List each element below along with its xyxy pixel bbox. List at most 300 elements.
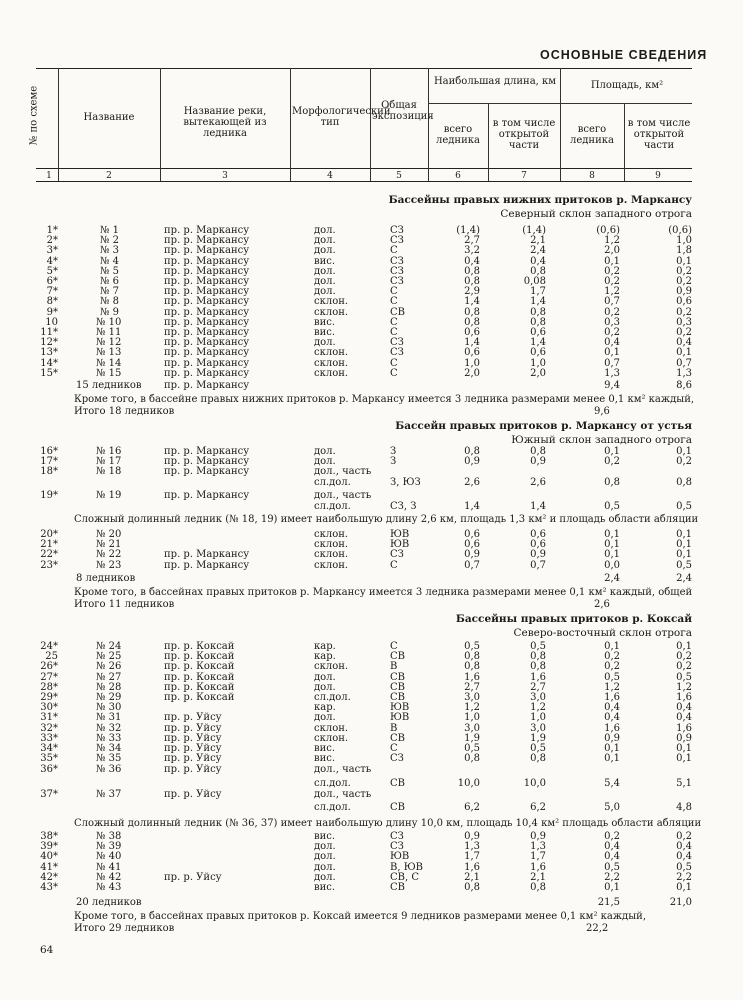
scheme-number: 21* [40, 539, 58, 551]
morph-type: сл.дол. [314, 692, 351, 703]
glacier-name: № 24 [96, 641, 122, 652]
total-area: 2,4 [604, 573, 620, 584]
river-name: пр. р. Маркансу [164, 337, 250, 349]
table-row [36, 466, 696, 477]
area-open: 0,4 [676, 712, 692, 724]
morph-type: вис. [314, 743, 336, 754]
morph-type: склон. [314, 367, 349, 379]
river-name: пр. р. Маркансу [164, 559, 250, 571]
river-name: пр. р. Маркансу [164, 367, 250, 379]
river-name: пр. р. Маркансу [164, 296, 250, 308]
area-open: 0,3 [676, 316, 692, 328]
morph-type: вис. [314, 831, 336, 842]
length-total: 1,0 [464, 712, 480, 724]
river-name: пр. р. Маркансу [164, 466, 250, 478]
glacier-name: № 26 [96, 661, 122, 673]
exposition: СВ [390, 306, 405, 318]
river-name: пр. р. Маркансу [164, 549, 250, 561]
length-open: 0,5 [530, 641, 546, 652]
page-title: ОСНОВНЫЕ СВЕДЕНИЯ [540, 48, 708, 62]
length-open: 2,1 [530, 871, 546, 883]
exposition: ЮВ [390, 712, 410, 724]
area-total: 1,2 [604, 681, 620, 693]
total-river: пр. р. Маркансу [164, 380, 250, 391]
scheme-number: 5* [46, 265, 58, 277]
length-total: 2,0 [464, 367, 480, 379]
area-total: 0,8 [604, 477, 620, 489]
table-row [36, 560, 696, 571]
table-row [36, 501, 696, 512]
colnum-2: 2 [106, 171, 112, 181]
area-total: 0,2 [604, 327, 620, 338]
glacier-name: № 13 [96, 347, 122, 359]
colnum-8: 8 [589, 171, 595, 181]
header-col7: в том числе открытой части [492, 118, 556, 151]
glacier-name: № 38 [96, 831, 122, 842]
section-itogo: Итого 29 ледников [74, 923, 175, 934]
area-open: 4,8 [676, 802, 692, 814]
scheme-number: 35* [40, 753, 58, 765]
area-open: 0,1 [676, 446, 692, 457]
area-total: 0,1 [604, 255, 620, 267]
glacier-name: № 30 [96, 702, 122, 714]
river-name: пр. р. Уйсу [164, 743, 222, 754]
morph-type: склон. [314, 539, 349, 551]
area-open: 0,2 [676, 456, 692, 468]
exposition: С [390, 296, 398, 308]
section-total-row [36, 897, 696, 908]
river-name: пр. р. Маркансу [164, 456, 250, 468]
length-open: 0,8 [530, 753, 546, 765]
area-open: 0,4 [676, 337, 692, 349]
area-total: 1,2 [604, 286, 620, 298]
length-total: 0,8 [464, 316, 480, 328]
glacier-name: № 11 [96, 327, 122, 338]
glacier-name: № 21 [96, 539, 122, 551]
morph-type: вис. [314, 255, 336, 267]
morph-type: дол. [314, 235, 336, 247]
scheme-number: 37* [40, 789, 58, 801]
length-total: 0,8 [464, 661, 480, 673]
area-total: 0,1 [604, 446, 620, 457]
exposition: ЮВ [390, 851, 410, 863]
area-total: 5,0 [604, 802, 620, 814]
length-open: 1,7 [530, 286, 546, 298]
length-open: 1,2 [530, 702, 546, 714]
area-open: 0,4 [676, 702, 692, 714]
area-total: 0,5 [604, 861, 620, 873]
exposition: З, ЮЗ [390, 477, 421, 489]
section-total-row [36, 573, 696, 584]
total-area: 21,5 [597, 897, 620, 908]
length-open: 1,4 [530, 296, 546, 308]
glacier-name: № 6 [100, 276, 120, 287]
header-col4: Морфологический тип [292, 106, 391, 128]
length-open: 1,0 [530, 357, 546, 369]
exposition: С [390, 559, 398, 571]
area-open: 2,2 [676, 871, 692, 883]
river-name: пр. р. Уйсу [164, 712, 222, 724]
morph-type: склон. [314, 296, 349, 308]
river-name: пр. р. Уйсу [164, 871, 222, 883]
length-open: 1,6 [530, 861, 546, 873]
area-open: 0,1 [676, 882, 692, 893]
exposition: В [390, 722, 398, 734]
exposition: СЗ [390, 276, 404, 287]
river-name: пр. р. Маркансу [164, 245, 250, 257]
area-open: 0,2 [676, 831, 692, 842]
area-total: 2,0 [604, 245, 620, 257]
table-row [36, 778, 696, 789]
area-open: 0,4 [676, 841, 692, 853]
morph-type: дол. [314, 712, 336, 724]
morph-type: вис. [314, 753, 336, 765]
exposition: З [390, 446, 397, 457]
length-total: 0,4 [464, 255, 480, 267]
area-total: 0,2 [604, 276, 620, 287]
glacier-name: № 39 [96, 841, 122, 853]
exposition: СЗ [390, 337, 404, 349]
glacier-name: № 4 [100, 255, 120, 267]
river-name: пр. р. Маркансу [164, 265, 250, 277]
exposition: СЗ [390, 549, 404, 561]
length-total: 1,4 [464, 337, 480, 349]
section-itogo-area: 9,6 [594, 406, 610, 417]
river-name: пр. р. Маркансу [164, 306, 250, 318]
scheme-number: 43* [40, 882, 58, 893]
glacier-name: № 29 [96, 692, 122, 703]
exposition: СВ [390, 651, 405, 663]
length-open: 0,9 [530, 831, 546, 842]
exposition: СЗ [390, 841, 404, 853]
morph-type: склон. [314, 732, 349, 744]
area-total: 0,2 [604, 651, 620, 663]
length-total: 0,8 [464, 651, 480, 663]
river-name: пр. р. Маркансу [164, 490, 250, 502]
exposition: С [390, 743, 398, 754]
area-open: 0,9 [676, 732, 692, 744]
scheme-number: 27* [40, 671, 58, 683]
table-row [36, 368, 696, 379]
area-total: 0,1 [604, 539, 620, 551]
section-total-row [36, 380, 696, 391]
length-open: 2,1 [530, 235, 546, 247]
total-label: 20 ледников [76, 897, 142, 908]
length-open: 1,0 [530, 712, 546, 724]
morph-type: вис. [314, 316, 336, 328]
length-open: 0,6 [530, 327, 546, 338]
river-name: пр. р. Маркансу [164, 235, 250, 247]
length-total: 0,6 [464, 539, 480, 551]
area-total: 0,4 [604, 841, 620, 853]
length-open: 0,6 [530, 539, 546, 551]
scheme-number: 10 [45, 316, 58, 328]
length-total: 1,2 [464, 702, 480, 714]
section-subtitle: Северо-восточный склон отрога [513, 627, 692, 639]
table-row [36, 477, 696, 488]
section-itogo: Итого 18 ледников [74, 406, 175, 417]
area-open: 0,4 [676, 851, 692, 863]
scheme-number: 11* [40, 327, 58, 338]
morph-type: дол. [314, 265, 336, 277]
morph-type: склон. [314, 559, 349, 571]
river-name: пр. р. Коксай [164, 651, 235, 663]
area-total: 0,2 [604, 456, 620, 468]
scheme-number: 23* [40, 559, 58, 571]
exposition: С [390, 641, 398, 652]
header-col5: Общая экспозиция [372, 100, 434, 122]
length-total: 2,1 [464, 871, 480, 883]
colnum-7: 7 [521, 171, 527, 181]
scheme-number: 32* [40, 722, 58, 734]
morph-type: дол. [314, 456, 336, 468]
scheme-number: 16* [40, 446, 58, 457]
length-open: 0,6 [530, 347, 546, 359]
scheme-number: 1* [46, 225, 58, 236]
length-total: 1,6 [464, 671, 480, 683]
river-name: пр. р. Коксай [164, 671, 235, 683]
table-row [36, 753, 696, 764]
colnum-1: 1 [46, 171, 52, 181]
scheme-number: 18* [40, 466, 58, 478]
length-total: 1,3 [464, 841, 480, 853]
section-note: Кроме того, в бассейне правых нижних притоков р. Маркансу имеется 3 ледника размерами менее 0,1 км² каждый, [74, 394, 695, 405]
glacier-name: № 43 [96, 882, 122, 893]
length-open: 0,7 [530, 559, 546, 571]
header-group-area: Площадь, км² [590, 80, 664, 91]
river-name: пр. р. Маркансу [164, 225, 250, 236]
river-name: пр. р. Маркансу [164, 255, 250, 267]
morph-type: склон. [314, 722, 349, 734]
scheme-number: 19* [40, 490, 58, 502]
river-name: пр. р. Уйсу [164, 753, 222, 765]
morph-type: дол. [314, 841, 336, 853]
area-open: 0,2 [676, 306, 692, 318]
glacier-name: № 19 [96, 490, 122, 502]
morph-type: дол., часть [314, 764, 372, 776]
exposition: СЗ, З [390, 501, 417, 513]
glacier-name: № 36 [96, 764, 122, 776]
scheme-number: 3* [46, 245, 58, 257]
length-open: 0,08 [523, 276, 546, 287]
section-note: Кроме того, в бассейнах правых притоков р. Маркансу имеется 3 ледника размерами менее 0,1 км² каждый, общей [74, 587, 693, 598]
length-total: 1,4 [464, 296, 480, 308]
glacier-name: № 37 [96, 789, 122, 801]
exposition: ЮВ [390, 529, 410, 540]
length-open: 3,0 [530, 722, 546, 734]
length-open: 6,2 [530, 802, 546, 814]
river-name: пр. р. Уйсу [164, 732, 222, 744]
total-label: 15 ледников [76, 380, 142, 391]
river-name: пр. р. Коксай [164, 692, 235, 703]
morph-type: дол. [314, 225, 336, 236]
glacier-name: № 34 [96, 743, 122, 754]
exposition: СВ [390, 882, 405, 893]
area-open: 0,6 [676, 296, 692, 308]
exposition: В, ЮВ [390, 861, 423, 873]
length-total: 1,7 [464, 851, 480, 863]
area-total: 0,2 [604, 306, 620, 318]
area-open: 0,1 [676, 539, 692, 551]
colnum-3: 3 [222, 171, 228, 181]
length-open: 1,7 [530, 851, 546, 863]
exposition: В [390, 661, 398, 673]
exposition: СЗ [390, 753, 404, 765]
total-open-area: 21,0 [669, 897, 692, 908]
exposition: СЗ [390, 255, 404, 267]
total-area: 9,4 [604, 380, 620, 391]
area-total: 0,1 [604, 743, 620, 754]
area-total: 0,0 [604, 559, 620, 571]
area-open: 1,8 [676, 245, 692, 257]
river-name: пр. р. Маркансу [164, 347, 250, 359]
length-total: 0,6 [464, 529, 480, 540]
area-open: 1,0 [676, 235, 692, 247]
length-open: 0,8 [530, 882, 546, 893]
exposition: СВ [390, 671, 405, 683]
exposition: СЗ [390, 235, 404, 247]
length-open: 0,9 [530, 456, 546, 468]
morph-type: склон. [314, 529, 349, 540]
header-col3: Название реки, вытекающей из ледника [183, 106, 267, 139]
glacier-name: № 32 [96, 722, 122, 734]
morph-type: дол. [314, 681, 336, 693]
area-total: 0,2 [604, 831, 620, 842]
length-open: 1,6 [530, 671, 546, 683]
river-name: пр. р. Коксай [164, 681, 235, 693]
length-total: 0,6 [464, 347, 480, 359]
exposition: СВ [390, 692, 405, 703]
glacier-name: № 14 [96, 357, 122, 369]
area-open: 0,1 [676, 549, 692, 561]
glacier-name: № 18 [96, 466, 122, 478]
morph-type: склон. [314, 549, 349, 561]
length-total: (1,4) [456, 225, 480, 236]
glacier-name: № 41 [96, 861, 122, 873]
area-total: 0,2 [604, 661, 620, 673]
exposition: С [390, 327, 398, 338]
length-open: 0,9 [530, 549, 546, 561]
section-title: Бассейны правых нижних притоков р. Маркансу [388, 194, 692, 206]
scheme-number: 38* [40, 831, 58, 842]
area-open: 0,5 [676, 501, 692, 513]
section-itogo: Итого 11 ледников [74, 599, 175, 610]
area-open: 1,2 [676, 681, 692, 693]
glacier-name: № 8 [100, 296, 120, 308]
scheme-number: 31* [40, 712, 58, 724]
glacier-name: № 5 [100, 265, 120, 277]
area-total: 0,3 [604, 316, 620, 328]
area-open: 0,2 [676, 276, 692, 287]
length-open: 0,5 [530, 743, 546, 754]
length-total: 1,4 [464, 501, 480, 513]
area-open: 0,1 [676, 529, 692, 540]
area-total: 0,7 [604, 357, 620, 369]
area-open: 1,6 [676, 722, 692, 734]
scheme-number: 15* [40, 367, 58, 379]
exposition: СЗ [390, 225, 404, 236]
scheme-number: 29* [40, 692, 58, 703]
scheme-number: 40* [40, 851, 58, 863]
exposition: СВ [390, 732, 405, 744]
table-row [36, 490, 696, 501]
glacier-name: № 10 [96, 316, 122, 328]
section-subtitle: Северный склон западного отрога [500, 208, 692, 220]
glacier-name: № 33 [96, 732, 122, 744]
length-open: 0,8 [530, 265, 546, 277]
section-itogo-area: 22,2 [586, 923, 609, 934]
morph-type: сл.дол. [314, 802, 351, 814]
length-total: 2,7 [464, 235, 480, 247]
section-note: Кроме того, в бассейнах правых притоков р. Коксай имеется 9 ледников размерами менее 0,1 км² каждый, [74, 911, 647, 922]
morph-type: кар. [314, 651, 336, 663]
length-total: 0,6 [464, 327, 480, 338]
morph-type: дол. [314, 671, 336, 683]
glacier-name: № 2 [100, 235, 120, 247]
header-col8: всего ледника [570, 124, 614, 146]
morph-type: дол. [314, 245, 336, 257]
scheme-number: 4* [46, 255, 58, 267]
exposition: СЗ [390, 265, 404, 277]
scheme-number: 8* [46, 296, 58, 308]
length-open: 1,4 [530, 337, 546, 349]
exposition: З [390, 456, 397, 468]
glacier-name: № 23 [96, 559, 122, 571]
river-name: пр. р. Коксай [164, 641, 235, 652]
morph-type: дол. [314, 337, 336, 349]
morph-type: дол. [314, 861, 336, 873]
scheme-number: 17* [40, 456, 58, 468]
length-total: 6,2 [464, 802, 480, 814]
length-total: 0,8 [464, 446, 480, 457]
area-open: 0,5 [676, 559, 692, 571]
morph-type: дол., часть [314, 789, 372, 801]
area-total: 1,6 [604, 692, 620, 703]
length-open: 2,4 [530, 245, 546, 257]
area-total: 0,1 [604, 753, 620, 765]
length-open: 1,3 [530, 841, 546, 853]
section-itogo-area: 2,6 [594, 599, 610, 610]
area-total: 1,2 [604, 235, 620, 247]
river-name: пр. р. Уйсу [164, 722, 222, 734]
scheme-number: 14* [40, 357, 58, 369]
scheme-number: 13* [40, 347, 58, 359]
length-total: 0,7 [464, 559, 480, 571]
exposition: С [390, 357, 398, 369]
area-open: 0,9 [676, 286, 692, 298]
morph-type: сл.дол. [314, 477, 351, 489]
total-open-area: 2,4 [676, 573, 692, 584]
glacier-name: № 15 [96, 367, 122, 379]
colnum-4: 4 [327, 171, 333, 181]
header-col6: всего ледника [436, 124, 480, 146]
length-open: 2,6 [530, 477, 546, 489]
section-title: Бассейн правых притоков р. Маркансу от устья [395, 420, 692, 432]
area-total: (0,6) [596, 225, 620, 236]
header-group-length: Наибольшая длина, км [433, 76, 557, 87]
scheme-number: 12* [40, 337, 58, 349]
total-open-area: 8,6 [676, 380, 692, 391]
river-name: пр. р. Уйсу [164, 789, 222, 801]
length-open: 1,4 [530, 501, 546, 513]
length-open: 0,8 [530, 661, 546, 673]
area-total: 5,4 [604, 778, 620, 790]
length-total: 2,6 [464, 477, 480, 489]
morph-type: склон. [314, 661, 349, 673]
glacier-name: № 1 [100, 225, 120, 236]
area-open: 0,2 [676, 661, 692, 673]
length-total: 10,0 [457, 778, 480, 790]
